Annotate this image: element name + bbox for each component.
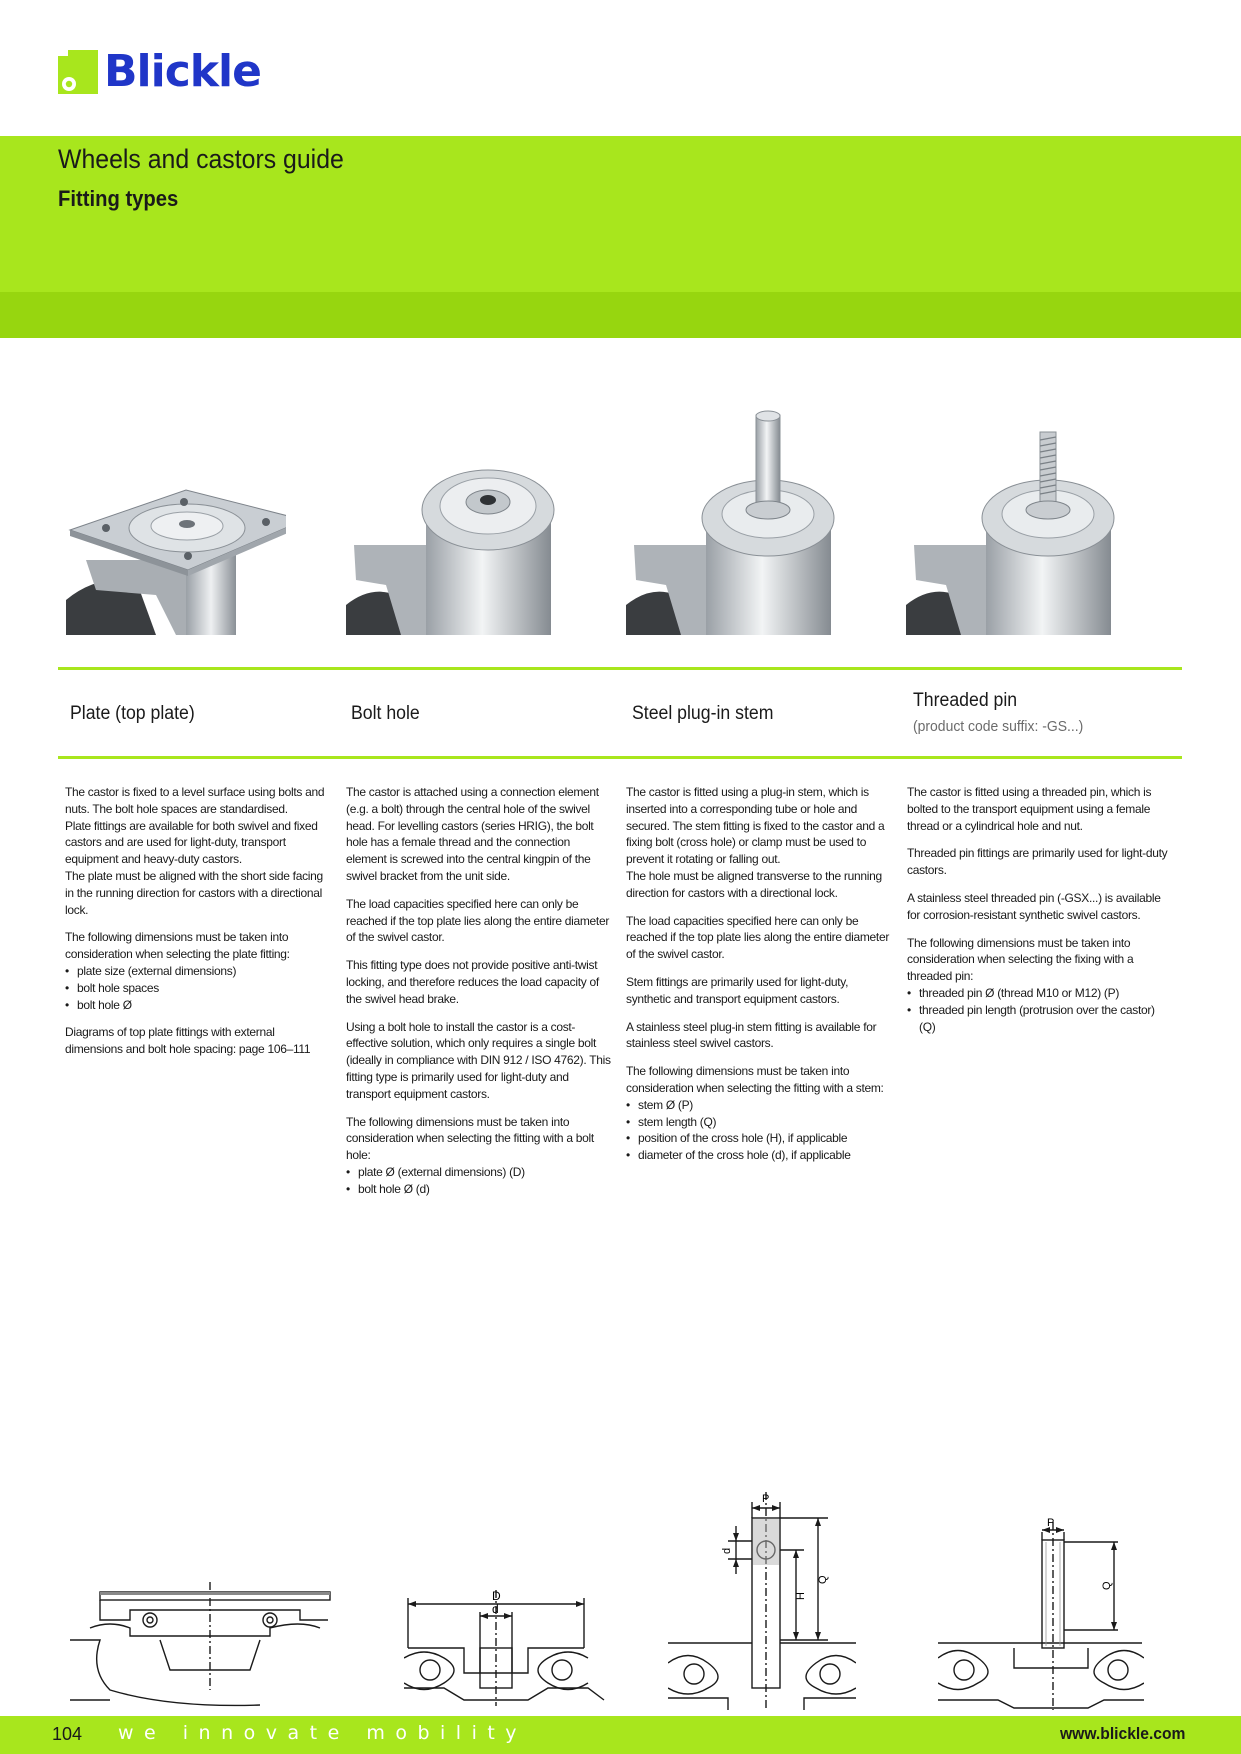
plate-bullet-list [65,963,331,1013]
stem-paragraph: Stem fittings are primarily used for light-duty, synthetic and transport equipment castors. [626,974,849,1006]
stem-paragraph [626,784,892,902]
footer-url-link[interactable]: www.blickle.com [1060,1724,1186,1743]
threaded-bullet-list [907,985,1173,1035]
plate-fitting-diagram [70,1580,332,1710]
stem-text-2: The hole must be aligned transverse to the running direction for castors with a directional lock. [626,868,882,900]
plate-paragraph [65,784,331,918]
plate-text-1: The castor is fixed to a level surface using bolts and nuts. The bolt hole spaces are standardised. [65,785,325,816]
bolt-hole-bullet-list [346,1164,612,1198]
list-item: • plate size (external dimensions) [65,963,331,980]
list-item: • threaded pin Ø (thread M10 or M12) (P) [907,985,1173,1002]
heading-rule-bottom [58,756,1182,759]
plate-paragraph: The following dimensions must be taken into consideration when selecting the plate fitting: [65,930,290,962]
column-plate [65,784,331,1069]
heading-bolt-hole: Bolt hole [351,703,420,724]
column-bolt-hole [346,784,612,1209]
bolt-hole-paragraph: The following dimensions must be taken into consideration when selecting the fitting with a bolt hole: [346,1114,594,1163]
column-threaded-pin [907,784,1173,1046]
plate-closing-note: Diagrams of top plate fittings with external dimensions and bolt hole spacing: page 106–111 [65,1025,311,1057]
bolt-hole-diagram [404,1588,614,1710]
bolt-hole-paragraph: The load capacities specified here can only be reached if the top plate lies along the entire diameter of the swivel castor. [346,896,610,945]
plug-in-stem-castor-photo [626,410,846,635]
list-item: • bolt hole spaces [65,980,331,997]
column-plug-in-stem [626,784,892,1175]
page-title: Wheels and castors guide [58,144,344,174]
threaded-paragraph: The following dimensions must be taken into consideration when selecting the fixing with a threaded pin: [907,935,1134,984]
dimension-label-d: d [721,1547,733,1554]
list-item: • threaded pin length (protrusion over the castor) (Q) [907,1002,1173,1036]
stem-paragraph: The following dimensions must be taken into consideration when selecting the fitting with a stem: [626,1064,884,1095]
bolt-hole-paragraph: This fitting type does not provide positive anti-twist locking, and therefore reduces the load capacity of the swivel head brake. [346,958,599,1006]
bolt-hole-castor-photo [346,410,566,635]
dimension-label-P: P [1047,1518,1055,1529]
stem-paragraph: The load capacities specified here can only be reached if the top plate lies along the entire diameter of the swivel castor. [626,913,890,962]
threaded-pin-castor-photo [906,410,1126,635]
stem-bullet-list [626,1097,892,1164]
stem-text-1: The castor is fitted using a plug-in stem, which is inserted into a corresponding tube or hole and secured. The stem fitting is fixed to the castor and a fixing bolt (cross hole) or clamp must be used to prevent it rotating or falling out. [626,785,885,867]
logo-mark-icon [58,50,102,94]
list-item: • stem Ø (P) [626,1097,892,1114]
heading-threaded-pin: Threaded pin [913,690,1018,711]
list-item: • bolt hole Ø [65,997,331,1014]
threaded-paragraph: A stainless steel threaded pin (-GSX...) is available for corrosion-resistant synthetic swivel castors. [907,890,1161,922]
bolt-hole-paragraph: Using a bolt hole to install the castor is a cost-effective solution, which only requires a single bolt (ideally in compliance with DIN 912 / ISO 4762). This fitting type is primarily used for light-duty and transport equipment castors. [346,1019,611,1101]
threaded-paragraph: Threaded pin fittings are primarily used for light-duty castors. [907,846,1168,878]
dimension-label-d: d [492,1602,499,1616]
dimension-label-Q: Q [817,1575,829,1584]
list-item: • plate Ø (external dimensions) (D) [346,1164,612,1181]
dimension-label-Q: Q [1101,1581,1113,1590]
threaded-paragraph: The castor is fitted using a threaded pin, which is bolted to the transport equipment using a female thread or a cylindrical hole and nut. [907,785,1152,833]
stem-paragraph: A stainless steel plug-in stem fitting is available for stainless steel swivel castors. [626,1019,877,1051]
heading-plate: Plate (top plate) [70,703,195,724]
dimension-label-D: D [492,1589,501,1603]
blickle-logo [58,46,261,97]
heading-plug-in-stem: Steel plug-in stem [632,703,774,724]
logo-text: Blickle [104,46,261,97]
heading-threaded-pin-note: (product code suffix: -GS...) [913,718,1084,735]
page-number: 104 [52,1724,83,1744]
footer-slogan: we innovate mobility [118,1722,528,1744]
plate-text-3: The plate must be aligned with the short side facing in the running direction for castors with a directional lock. [65,868,323,917]
heading-rule-top [58,667,1182,670]
dimension-label-P: P [762,1493,770,1505]
plate-text-2: Plate fittings are available for both swivel and fixed castors and are used for light-duty, transport equipment and heavy-duty castors. [65,818,318,867]
plate-castor-photo [66,410,286,635]
threaded-pin-diagram [938,1518,1144,1710]
list-item: • diameter of the cross hole (d), if applicable [626,1147,892,1164]
dimension-label-H: H [795,1592,807,1600]
page-subtitle: Fitting types [58,186,179,211]
list-item: • stem length (Q) [626,1114,892,1131]
list-item: • position of the cross hole (H), if applicable [626,1130,892,1147]
bolt-hole-paragraph: The castor is attached using a connection element (e.g. a bolt) through the central hole of the swivel head. For levelling castors (series HRIG), the bolt hole has a female thread and the connection element is screwed into the central kingpin of the swivel bracket from the unit side. [346,785,599,883]
plug-in-stem-diagram [668,1488,856,1710]
header-band-lower [0,292,1241,338]
list-item: • bolt hole Ø (d) [346,1181,612,1198]
